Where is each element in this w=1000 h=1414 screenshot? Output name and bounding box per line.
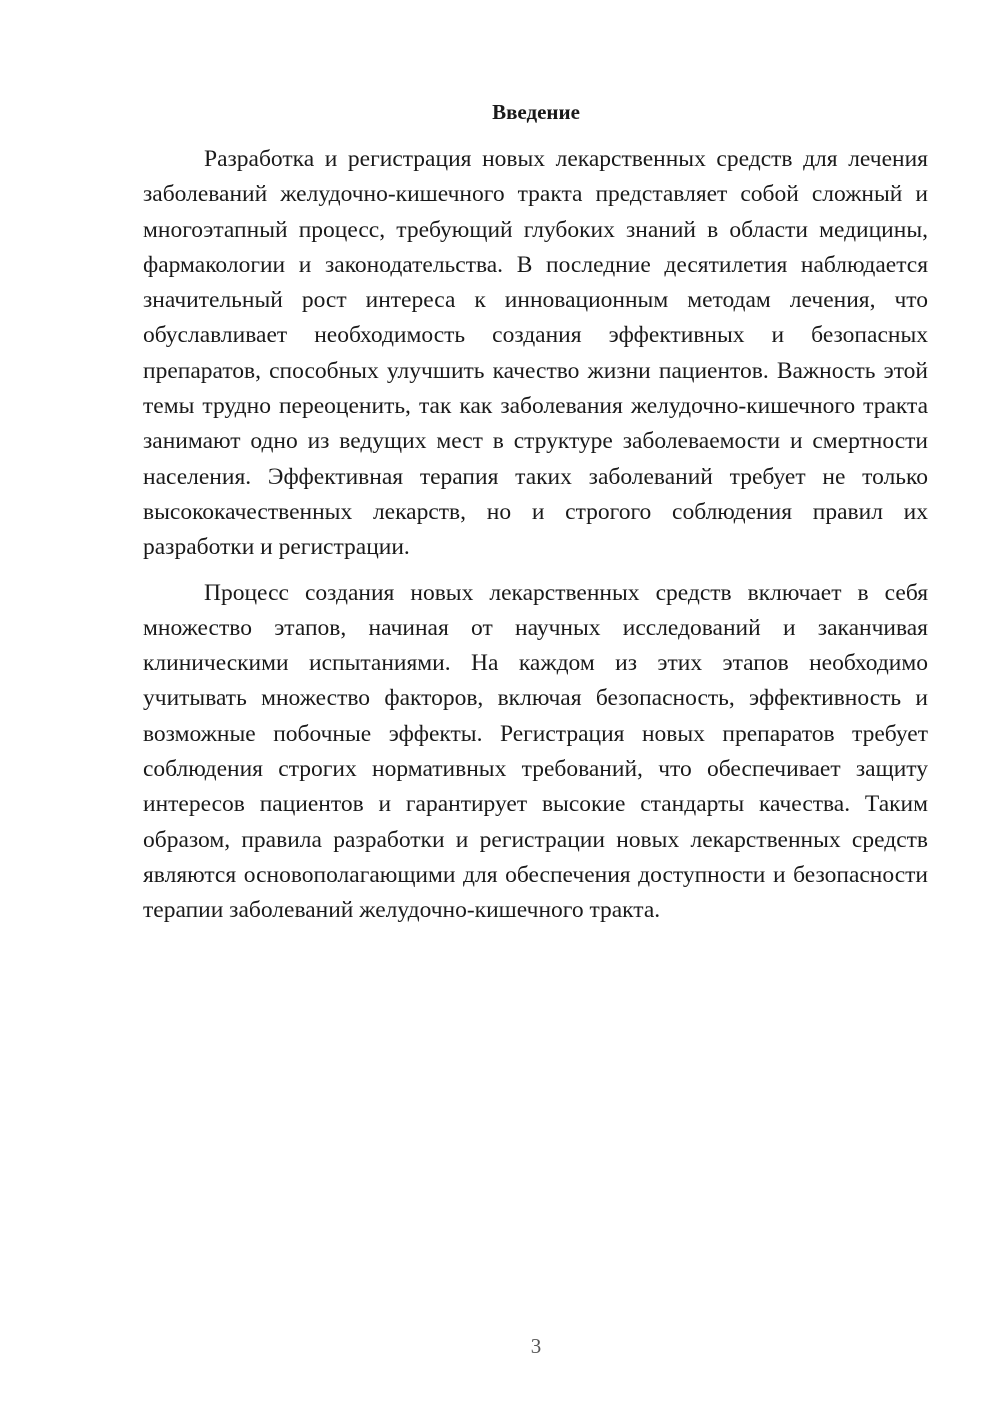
section-title: Введение [492, 100, 580, 124]
paragraph-intro: Разработка и регистрация новых лекарственных средств для лечения заболеваний желудочно-кишечного тракта представляет собой сложный и многоэтапный процесс, требующий глубоких знаний в области медицины, фармакологии и законодательства. В последние десятилетия наблюдается значительный рост интереса к инновационным методам лечения, что обуславливает необходимость создания эффективных и безопасных препаратов, способных улучшить качество жизни пациентов. Важность этой темы трудно переоценить, так как заболевания желудочно-кишечного тракта занимают одно из ведущих мест в структуре заболеваемости и смертности населения. Эффективная терапия таких заболеваний требует не только высококачественных лекарств, но и строгого соблюдения правил их разработки и регистрации. [143, 146, 928, 561]
body-text [143, 142, 928, 929]
paragraph-process: Процесс создания новых лекарственных средств включает в себя множество этапов, начиная от научных исследований и заканчивая клиническими испытаниями. На каждом из этих этапов необходимо учитывать множество факторов, включая безопасность, эффективность и возможные побочные эффекты. Регистрация новых препаратов требует соблюдения строгих нормативных требований, что обеспечивает защиту интересов пациентов и гарантирует высокие стандарты качества. Таким образом, правила разработки и регистрации новых лекарственных средств являются основополагающими для обеспечения доступности и безопасности терапии заболеваний желудочно-кишечного тракта. [143, 579, 928, 924]
page-number: 3 [530, 1334, 542, 1358]
